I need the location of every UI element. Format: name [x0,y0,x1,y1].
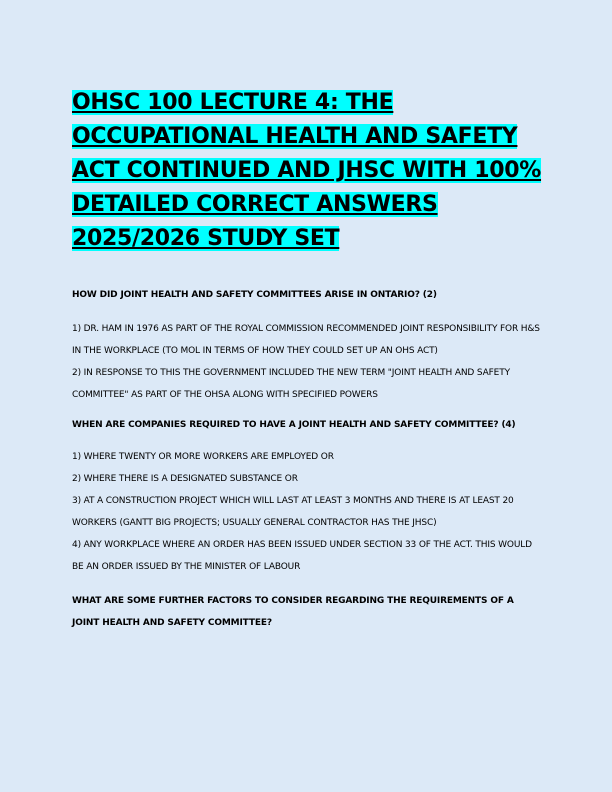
answer-block-2 [72,446,542,578]
answer-1-1: 1) DR. HAM IN 1976 AS PART OF THE ROYAL COMMISSION RECOMMENDED JOINT RESPONSIBILITY FOR H&S IN THE WORKPLACE (TO MOL IN TERMS OF HOW THEY COULD SET UP AN OHS ACT) [72,324,540,356]
question-1: HOW DID JOINT HEALTH AND SAFETY COMMITTEES ARISE IN ONTARIO? (2) [72,290,437,300]
answer-1-2: 2) IN RESPONSE TO THIS THE GOVERNMENT INCLUDED THE NEW TERM "JOINT HEALTH AND SAFETY COMMITTEE" AS PART OF THE OHSA ALONG WITH SPECIFIED POWERS [72,368,510,400]
answer-block-1 [72,318,542,406]
question-3: WHAT ARE SOME FURTHER FACTORS TO CONSIDER REGARDING THE REQUIREMENTS OF A JOINT HEALTH AND SAFETY COMMITTEE? [72,596,514,628]
document-page [72,86,542,634]
question-2: WHEN ARE COMPANIES REQUIRED TO HAVE A JOINT HEALTH AND SAFETY COMMITTEE? (4) [72,420,516,430]
answer-2-4: 4) ANY WORKPLACE WHERE AN ORDER HAS BEEN ISSUED UNDER SECTION 33 OF THE ACT. THIS WOULD BE AN ORDER ISSUED BY THE MINISTER OF LABOUR [72,540,532,572]
document-title [72,86,542,256]
document-title-text: OHSC 100 LECTURE 4: THE OCCUPATIONAL HEALTH AND SAFETY ACT CONTINUED AND JHSC WITH 100% DETAILED CORRECT ANSWERS 2025/2026 STUDY SET [72,90,542,251]
answer-2-3: 3) AT A CONSTRUCTION PROJECT WHICH WILL LAST AT LEAST 3 MONTHS AND THERE IS AT LEAST 20 WORKERS (GANTT BIG PROJECTS; USUALLY GENERAL CONTRACTOR HAS THE JHSC) [72,496,514,528]
answer-2-1: 1) WHERE TWENTY OR MORE WORKERS ARE EMPLOYED OR [72,452,334,462]
answer-2-2: 2) WHERE THERE IS A DESIGNATED SUBSTANCE OR [72,474,298,484]
